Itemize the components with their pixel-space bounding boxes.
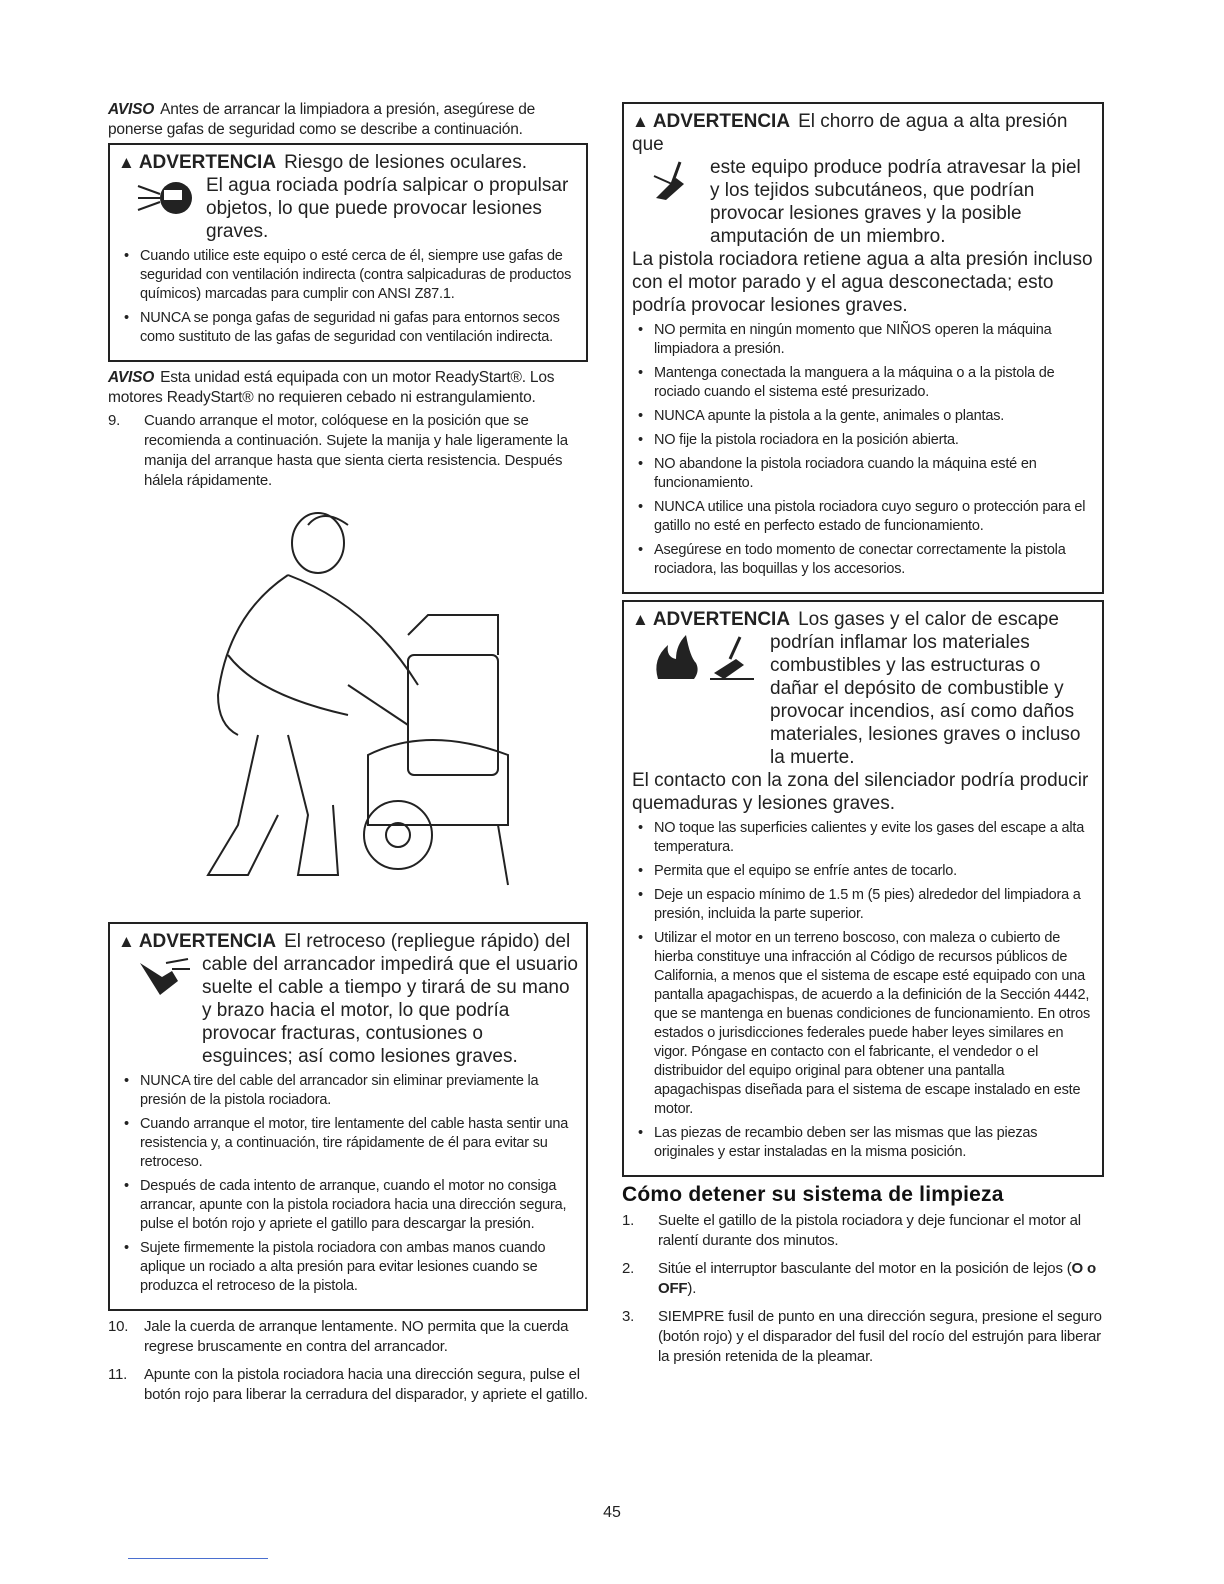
step-text: Jale la cuerda de arranque lentamente. NO permita que la cuerda regrese bruscamente en contra del arrancador. xyxy=(144,1318,569,1355)
step-bold-text: O o OFF xyxy=(658,1260,1096,1297)
step-item xyxy=(622,1211,1104,1251)
warning-bullets xyxy=(118,247,578,347)
bullet-item: • Después de cada intento de arranque, cuando el motor no consiga arrancar, apunte con la pistola rociadora hacia una dirección segura, pulse el botón rojo y apriete el gatillo para descargar la presión. xyxy=(118,1177,578,1234)
warning-icon-row xyxy=(118,953,578,1068)
aviso-text: Esta unidad está equipada con un motor ReadyStart®. Los motores ReadyStart® no requieren cebado ni estrangulamiento. xyxy=(108,369,555,406)
fire-burn-icon xyxy=(650,633,760,683)
bullet-item: • NO fije la pistola rociadora en la posición abierta. xyxy=(632,431,1094,450)
warning-lead: Los gases y el calor de escape xyxy=(798,609,1059,630)
warning-lead: El retroceso (repliegue rápido) del xyxy=(284,931,571,952)
bullet-item: • NUNCA apunte la pistola a la gente, animales o plantas. xyxy=(632,407,1094,426)
bullet-item: • Sujete firmemente la pistola rociadora con ambas manos cuando aplique un rociado a alta presión para evitar lesiones cuando se produzca el retroceso de la pistola. xyxy=(118,1239,578,1296)
warning-title: ▲ ADVERTENCIA xyxy=(118,152,277,173)
warning-bullets xyxy=(118,1072,578,1296)
step-number: 2. xyxy=(622,1260,635,1277)
eye-splash-icon xyxy=(136,176,196,222)
bullet-item: • NO toque las superficies calientes y evite los gases del escape a alta temperatura. xyxy=(632,819,1094,857)
step-text: Suelte el gatillo de la pistola rociadora y deje funcionar el motor al ralentí durante dos minutos. xyxy=(658,1212,1081,1249)
step-text: SIEMPRE fusil de punto en una dirección segura, presione el seguro (botón rojo) y el disparador del fusil del rocío del estrujón para liberar la presión retenida de la pleamar. xyxy=(658,1308,1102,1365)
warning-box-exhaust xyxy=(622,600,1104,1177)
step-number: 3. xyxy=(622,1308,635,1325)
step-item xyxy=(108,411,588,491)
alert-triangle-icon: ▲ xyxy=(118,932,135,951)
alert-triangle-icon: ▲ xyxy=(632,610,649,629)
warning-box-high-pressure xyxy=(622,102,1104,594)
page-number: 45 xyxy=(603,1504,621,1521)
step-item xyxy=(108,1317,588,1357)
warning-body: El agua rociada podría salpicar o propulsar objetos, lo que puede provocar lesiones graves. xyxy=(206,175,569,242)
step-text: Apunte con la pistola rociadora hacia una dirección segura, pulse el botón rojo para liberar la cerradura del disparador, y apriete el gatillo. xyxy=(144,1366,588,1403)
step-item xyxy=(622,1259,1104,1299)
warning-body: este equipo produce podría atravesar la piel y los tejidos subcutáneos, que podrían provocar lesiones graves y la posible amputación de un miembro. xyxy=(710,157,1081,247)
bullet-item: • Cuando utilice este equipo o esté cerca de él, siempre use gafas de seguridad con ventilación indirecta (contra salpicaduras de productos químicos) marcadas para cumplir con ANSI Z87.1. xyxy=(118,247,578,304)
bullet-item: • Permita que el equipo se enfríe antes de tocarlo. xyxy=(632,862,1094,881)
step-number: 1. xyxy=(622,1212,635,1229)
warning-body: podrían inflamar los materiales combustibles y las estructuras o dañar el depósito de combustible y provocar incendios, así como daños materiales, lesiones graves o incluso la muerte. xyxy=(770,632,1081,768)
bullet-item: • Cuando arranque el motor, tire lentamente del cable hasta sentir una resistencia y, a continuación, tire rápidamente de él para evitar su retroceso. xyxy=(118,1115,578,1172)
person-starting-pressure-washer-illustration xyxy=(168,505,548,905)
bullet-item: • NO permita en ningún momento que NIÑOS operen la máquina limpiadora a presión. xyxy=(632,321,1094,359)
warning-heading xyxy=(118,930,578,953)
alert-triangle-icon: ▲ xyxy=(118,153,135,172)
bullet-item: • Deje un espacio mínimo de 1.5 m (5 pies) alrededor del limpiadora a presión, incluida la parte superior. xyxy=(632,886,1094,924)
warning-box-kickback xyxy=(108,922,588,1311)
warning-box-eye-injury xyxy=(108,143,588,362)
bullet-item: • NUNCA se ponga gafas de seguridad ni gafas para entornos secos como sustituto de las gafas de seguridad con ventilación indirecta. xyxy=(118,309,578,347)
step-text: Sitúe el interruptor basculante del motor en la posición de lejos ( xyxy=(658,1260,1072,1277)
alert-triangle-icon: ▲ xyxy=(632,112,649,131)
footer-divider xyxy=(128,1558,268,1559)
stop-steps-list xyxy=(622,1211,1104,1367)
bullet-item: • Las piezas de recambio deben ser las mismas que las piezas originales y estar instaladas en la misma posición. xyxy=(632,1124,1094,1162)
warning-bullets xyxy=(632,819,1094,1162)
step-text: ). xyxy=(687,1280,697,1297)
step-number: 9. xyxy=(108,412,121,429)
warning-heading xyxy=(632,110,1094,156)
step-number: 10. xyxy=(108,1318,129,1335)
warning-lead: Riesgo de lesiones oculares. xyxy=(284,152,527,173)
step-list-9 xyxy=(108,411,588,491)
step-list-10-11 xyxy=(108,1317,588,1405)
warning-title: ▲ ADVERTENCIA xyxy=(118,931,277,952)
aviso-notice-1 xyxy=(108,100,588,139)
warning-title: ▲ ADVERTENCIA xyxy=(632,111,791,132)
warning-bullets xyxy=(632,321,1094,579)
warning-title: ▲ ADVERTENCIA xyxy=(632,609,791,630)
bullet-item: • NUNCA utilice una pistola rociadora cuyo seguro o protección para el gatillo no esté en perfecto estado de funcionamiento. xyxy=(632,498,1094,536)
warning-icon-row xyxy=(118,174,578,243)
warning-heading xyxy=(632,608,1094,631)
bullet-item: • Utilizar el motor en un terreno boscoso, con maleza o cubierto de hierba constituye una infracción al Código de recursos públicos de California, a menos que el sistema de escape esté equipado con una pantalla apagachispas, de acuerdo a la definición de la Sección 4442, que se mantenga en buenas condiciones de funcionamiento. En otros estados o jurisdicciones federales puede haber leyes similares en vigor. Póngase en contacto con el fabricante, el vendedor o el distribuidor del equipo original para obtener una pantalla apagachispas diseñada para el sistema de escape instalado en este motor. xyxy=(632,929,1094,1119)
bullet-item: • NO abandone la pistola rociadora cuando la máquina esté en funcionamiento. xyxy=(632,455,1094,493)
bullet-item: • NUNCA tire del cable del arrancador sin eliminar previamente la presión de la pistola rociadora. xyxy=(118,1072,578,1110)
section-title: Cómo detener su sistema de limpieza xyxy=(622,1183,1004,1206)
warning-body: cable del arrancador impedirá que el usuario suelte el cable a tiempo y tirará de su mano y brazo hacia el motor, lo que podría provocar fracturas, contusiones o esguinces; así como lesiones graves. xyxy=(202,954,579,1067)
warning-icon-row xyxy=(632,631,1094,769)
bullet-item: • Mantenga conectada la manguera a la máquina o a la pistola de rociado cuando el sistema esté presurizado. xyxy=(632,364,1094,402)
warning-body-2: El contacto con la zona del silenciador podría producir quemaduras y lesiones graves. xyxy=(632,770,1089,814)
step-item xyxy=(622,1307,1104,1367)
bullet-item: • Asegúrese en todo momento de conectar correctamente la pistola rociadora, las boquillas y los accesorios. xyxy=(632,541,1094,579)
warning-lead: El chorro de agua a alta presión que xyxy=(632,111,1068,155)
warning-icon-row xyxy=(632,156,1094,248)
warning-body-2: La pistola rociadora retiene agua a alta presión incluso con el motor parado y el agua desconectada; esto podría provocar lesiones graves. xyxy=(632,249,1093,316)
left-column xyxy=(108,100,588,1413)
right-column xyxy=(622,100,1104,1375)
aviso-label: AVISO xyxy=(108,369,155,386)
step-item xyxy=(108,1365,588,1405)
injection-hand-icon xyxy=(650,158,700,204)
step-text: Cuando arranque el motor, colóquese en la posición que se recomienda a continuación. Sujete la manija y hale ligeramente la manija del arranque hasta que sienta cierta resistencia. Después hálela rápidamente. xyxy=(144,412,568,489)
aviso-notice-2 xyxy=(108,368,588,407)
warning-heading xyxy=(118,151,578,174)
step-number: 11. xyxy=(108,1366,128,1383)
aviso-text: Antes de arrancar la limpiadora a presión, asegúrese de ponerse gafas de seguridad como se describe a continuación. xyxy=(108,101,536,138)
aviso-label: AVISO xyxy=(108,101,155,118)
kickback-hand-icon xyxy=(136,955,192,995)
